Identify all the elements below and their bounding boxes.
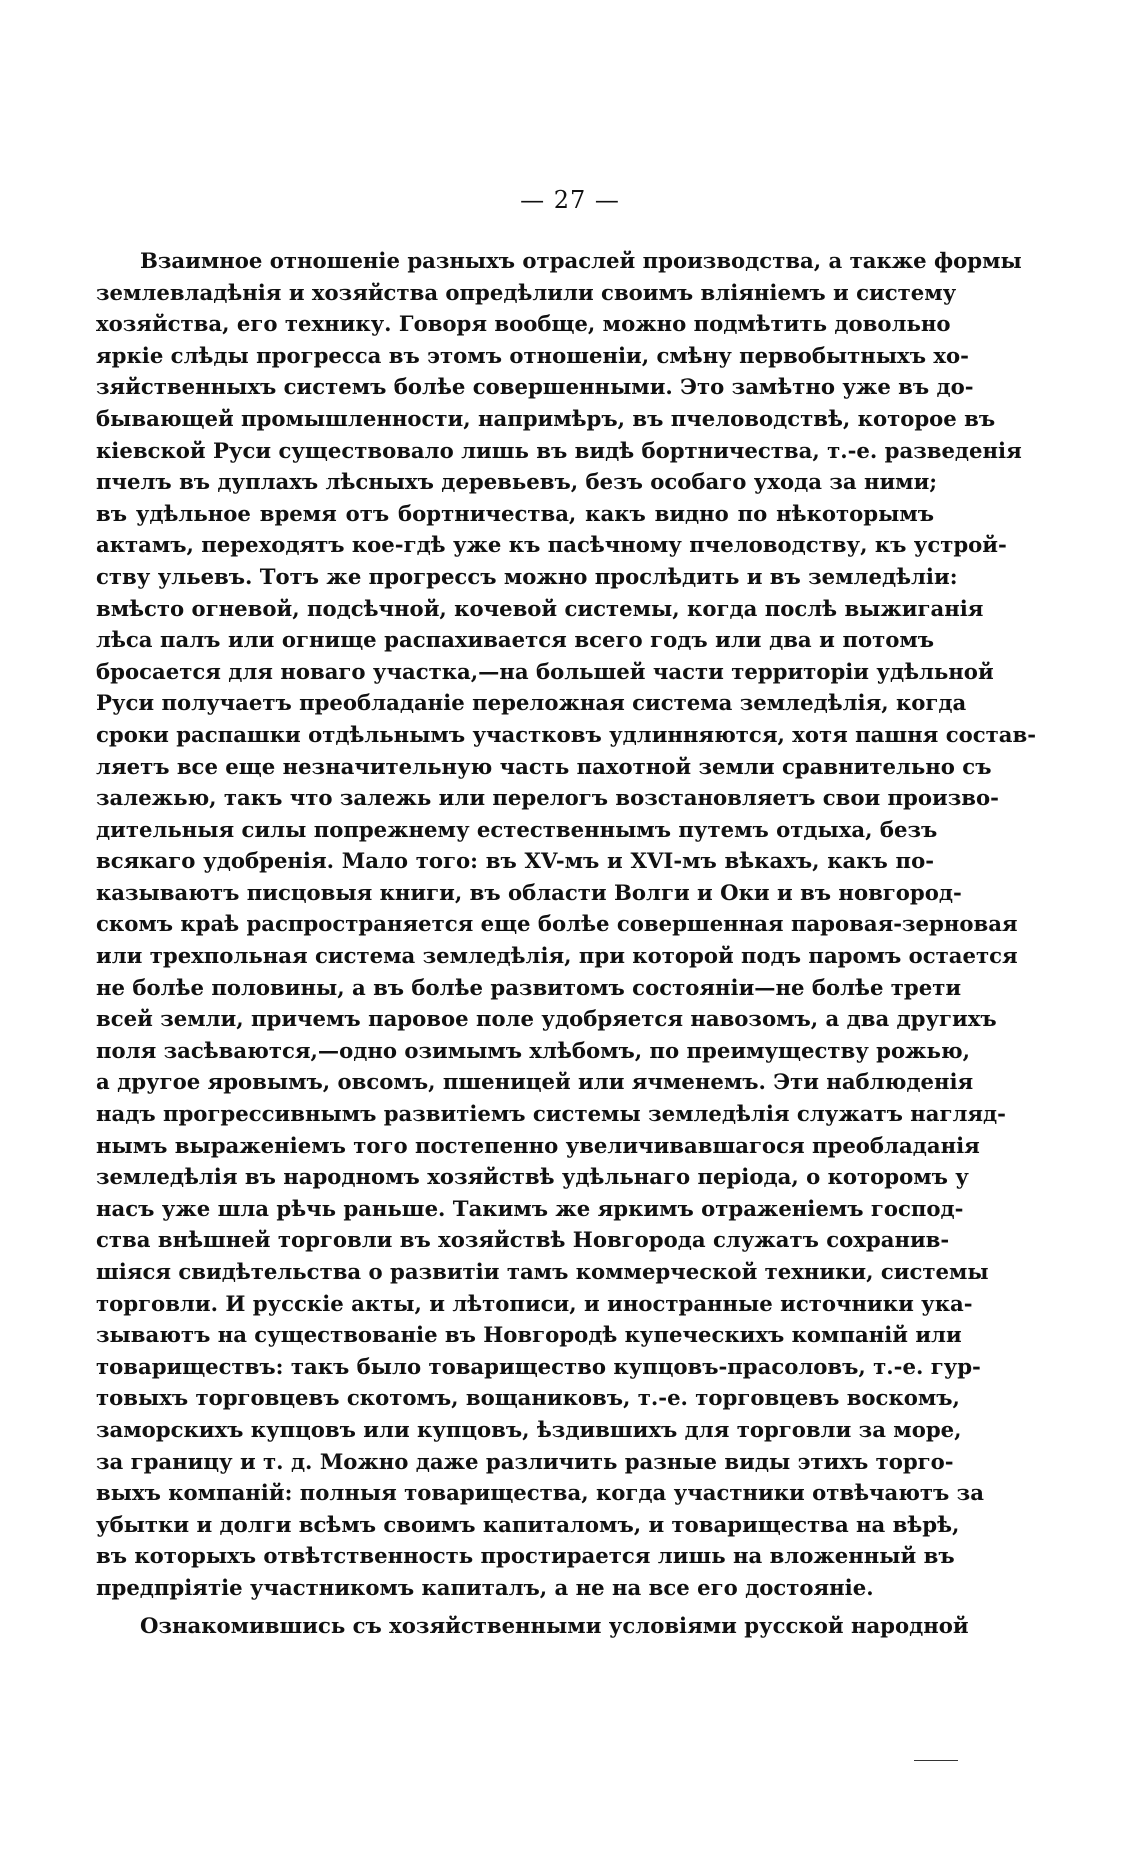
body-text [96,245,1037,1641]
text-line: яркіе слѣды прогресса въ этомъ отношеніи, смѣну первобытныхъ хо- [96,342,969,368]
text-line: дительныя силы попрежнему естественнымъ путемъ отдыха, безъ [96,816,938,842]
text-line: кіевской Руси существовало лишь въ видѣ бортничества, т.-е. разведенія [96,437,1022,463]
page-number: — 27 — [520,186,620,214]
text-line: скомъ краѣ распространяется еще болѣе совершенная паровая-зерновая [96,911,1018,937]
text-line: земледѣлія въ народномъ хозяйствѣ удѣльнаго періода, о которомъ у [96,1164,969,1190]
text-line: ства внѣшней торговли въ хозяйствѣ Новгорода служатъ сохранив- [96,1227,950,1253]
text-line: выхъ компаній: полныя товарищества, когда участники отвѣчаютъ за [96,1480,984,1506]
text-line: Ознакомившись съ хозяйственными условіями русской народной [140,1612,969,1638]
text-line: въ удѣльное время отъ бортничества, какъ видно по нѣкоторымъ [96,500,934,526]
text-line: всякаго удобренія. Мало того: въ XV-мъ и XVI-мъ вѣкахъ, какъ по- [96,848,934,874]
text-line: нымъ выраженіемъ того постепенно увеличивавшагося преобладанія [96,1132,980,1158]
text-line: бросается для новаго участка,—на большей части территоріи удѣльной [96,658,994,684]
text-line: актамъ, переходятъ кое-гдѣ уже къ пасѣчному пчеловодству, къ устрой- [96,532,1007,558]
text-line: а другое яровымъ, овсомъ, пшеницей или ячменемъ. Эти наблюденія [96,1069,974,1095]
text-line: казываютъ писцовыя книги, въ области Волги и Оки и въ новгород- [96,879,962,905]
text-line: всей земли, причемъ паровое поле удобряется навозомъ, а два другихъ [96,1006,997,1032]
text-line: пчелъ въ дуплахъ лѣсныхъ деревьевъ, безъ особаго ухода за ними; [96,469,938,495]
text-line: товыхъ торговцевъ скотомъ, вощаниковъ, т.-е. торговцевъ воскомъ, [96,1385,960,1411]
text-line: зываютъ на существованіе въ Новгородѣ купеческихъ компаній или [96,1322,962,1348]
text-line: поля засѣваются,—одно озимымъ хлѣбомъ, по преимуществу рожью, [96,1037,970,1063]
text-line: ству ульевъ. Тотъ же прогрессъ можно прослѣдить и въ земледѣліи: [96,563,958,589]
text-line: сроки распашки отдѣльнымъ участковъ удлинняются, хотя пашня состав- [96,721,1037,747]
text-line: хозяйства, его технику. Говоря вообще, можно подмѣтить довольно [96,311,951,337]
text-line: торговли. И русскіе акты, и лѣтописи, и иностранные источники ука- [96,1290,973,1316]
text-line: въ которыхъ отвѣтственность простирается лишь на вложенный въ [96,1543,955,1569]
text-line: зяйственныхъ системъ болѣе совершенными. Это замѣтно уже въ до- [96,374,974,400]
text-line: или трехпольная система земледѣлія, при которой подъ паромъ остается [96,943,1018,969]
text-line: Взаимное отношеніе разныхъ отраслей производства, а также формы [140,248,1022,273]
text-line: залежью, такъ что залежь или перелогъ возстановляетъ свои произво- [96,785,999,811]
text-line: ляетъ все еще незначительную часть пахотной земли сравнительно съ [96,753,992,779]
text-line: убытки и долги всѣмъ своимъ капиталомъ, и товарищества на вѣрѣ, [96,1511,960,1537]
text-line: заморскихъ купцовъ или купцовъ, ѣздившихъ для торговли за море, [96,1416,962,1442]
text-line: не болѣе половины, а въ болѣе развитомъ состояніи—не болѣе трети [96,974,962,1000]
text-line: вмѣсто огневой, подсѣчной, кочевой системы, когда послѣ выжиганія [96,595,984,621]
text-line: надъ прогрессивнымъ развитіемъ системы земледѣлія служатъ нагляд- [96,1101,1006,1127]
paragraph [96,1610,969,1642]
paragraph [96,245,1037,1604]
text-line: Руси получаетъ преобладаніе переложная система земледѣлія, когда [96,690,967,716]
text-line: шіяся свидѣтельства о развитіи тамъ коммерческой техники, системы [96,1259,989,1284]
text-line: предпріятіе участникомъ капиталъ, а не на все его достояніе. [96,1574,874,1600]
footer-rule [914,1760,958,1761]
text-line: бывающей промышленности, напримѣръ, въ пчеловодствѣ, которое въ [96,405,996,431]
text-line: товариществъ: такъ было товарищество купцовъ-прасоловъ, т.-е. гур- [96,1353,981,1379]
text-line: лѣса палъ или огнище распахивается всего годъ или два и потомъ [96,627,934,653]
text-line: за границу и т. д. Можно даже различить разные виды этихъ торго- [96,1448,954,1474]
text-line: землевладѣнія и хозяйства опредѣлили своимъ вліяніемъ и систему [96,279,957,305]
text-line: насъ уже шла рѣчь раньше. Такимъ же яркимъ отраженіемъ господ- [96,1195,964,1221]
